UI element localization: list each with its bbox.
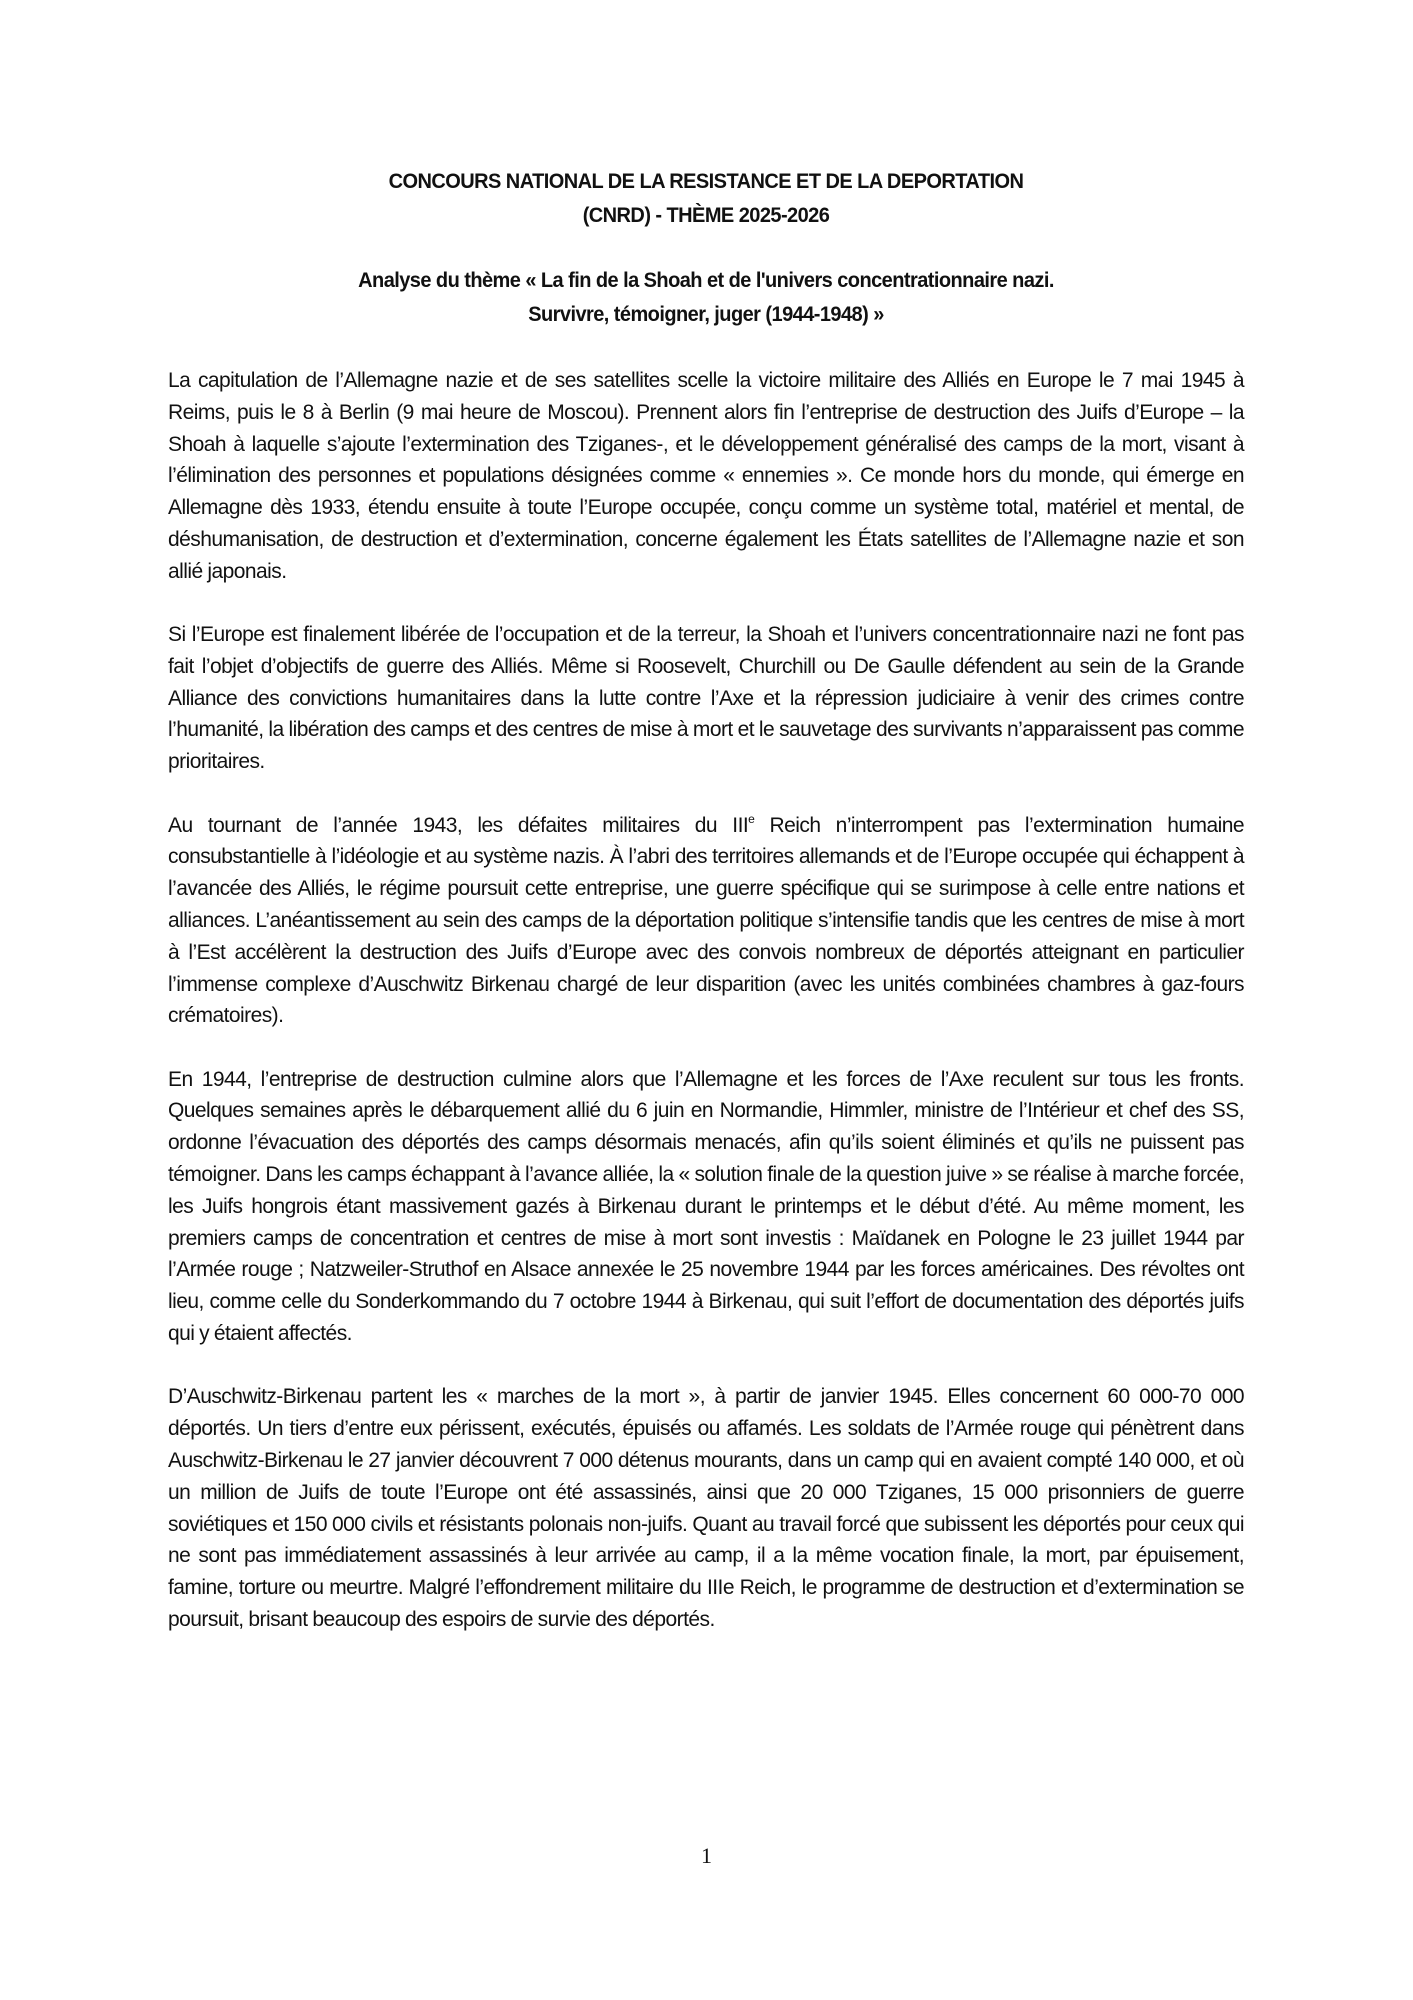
- paragraph-3-part-1: Au tournant de l’année 1943, les défaites militaires du III: [168, 813, 749, 837]
- document-page: [168, 164, 1244, 1636]
- document-body: [168, 365, 1244, 1636]
- subtitle-line-1: Analyse du thème « La fin de la Shoah et de l'univers concentrationnaire nazi.: [358, 268, 1054, 292]
- paragraph-3-part-2: Reich n’interrompent pas l’extermination humaine consubstantielle à l’idéologie et au système nazis. À l’abri des territoires allemands et de l’Europe occupée qui échappent à l’avancée des Alliés, le régime poursuit cette entreprise, une guerre spécifique qui se surimpose à celle entre nations et alliances. L’anéantissement au sein des camps de la déportation politique s’intensifie tandis que les centres de mise à mort à l’Est accélèrent la destruction des Juifs d’Europe avec des convois nombreux de déportés atteignant en particulier l’immense complexe d’Auschwitz Birkenau chargé de leur disparition (avec les unités combinées chambres à gaz-fours crématoires).: [168, 813, 1244, 1028]
- page-number: 1: [701, 1843, 712, 1868]
- document-title: [206, 164, 1207, 232]
- paragraph-2: Si l’Europe est finalement libérée de l’occupation et de la terreur, la Shoah et l’univers concentrationnaire nazi ne font pas fait l’objet d’objectifs de guerre des Alliés. Même si Roosevelt, Churchill ou De Gaulle défendent au sein de la Grande Alliance des convictions humanitaires dans la lutte contre l’Axe et la répression judiciaire à venir des crimes contre l’humanité, la libération des camps et des centres de mise à mort et le sauvetage des survivants n’apparaissent pas comme prioritaires.: [168, 623, 1244, 774]
- subtitle-line-2: Survivre, témoigner, juger (1944-1948) »: [528, 302, 884, 326]
- paragraph-3: [168, 810, 1244, 1033]
- paragraph-1: La capitulation de l’Allemagne nazie et de ses satellites scelle la victoire militaire des Alliés en Europe le 7 mai 1945 à Reims, puis le 8 à Berlin (9 mai heure de Moscou). Prennent alors fin l’entreprise de destruction des Juifs d’Europe – la Shoah à laquelle s’ajoute l’extermination des Tziganes-, et le développement généralisé des camps de la mort, visant à l’élimination des personnes et populations désignées comme « ennemies ». Ce monde hors du monde, qui émerge en Allemagne dès 1933, étendu ensuite à toute l’Europe occupée, conçu comme un système total, matériel et mental, de déshumanisation, de destruction et d’extermination, concerne également les États satellites de l’Allemagne nazie et son allié japonais.: [168, 369, 1244, 583]
- document-subtitle: [206, 263, 1207, 331]
- title-line-1: CONCOURS NATIONAL DE LA RESISTANCE ET DE LA DEPORTATION: [388, 169, 1024, 193]
- superscript-e: e: [748, 811, 755, 826]
- paragraph-4: En 1944, l’entreprise de destruction culmine alors que l’Allemagne et les forces de l’Axe reculent sur tous les fronts. Quelques semaines après le débarquement allié du 6 juin en Normandie, Himmler, ministre de l’Intérieur et chef des SS, ordonne l’évacuation des déportés des camps désormais menacés, afin qu’ils soient éliminés et qu’ils ne puissent pas témoigner. Dans les camps échappant à l’avance alliée, la « solution finale de la question juive » se réalise à marche forcée, les Juifs hongrois étant massivement gazés à Birkenau durant le printemps et le début d’été. Au même moment, les premiers camps de concentration et centres de mise à mort sont investis : Maïdanek en Pologne le 23 juillet 1944 par l’Armée rouge ; Natzweiler-Struthof en Alsace annexée le 25 novembre 1944 par les forces américaines. Des révoltes ont lieu, comme celle du Sonderkommando du 7 octobre 1944 à Birkenau, qui suit l’effort de documentation des déportés juifs qui y étaient affectés.: [168, 1067, 1244, 1346]
- title-line-2: (CNRD) - THÈME 2025-2026: [582, 203, 830, 227]
- paragraph-5: D’Auschwitz-Birkenau partent les « marches de la mort », à partir de janvier 1945. Elles concernent 60 000-70 000 déportés. Un tiers d’entre eux périssent, exécutés, épuisés ou affamés. Les soldats de l’Armée rouge qui pénètrent dans Auschwitz-Birkenau le 27 janvier découvrent 7 000 détenus mourants, dans un camp qui en avaient compté 140 000, et où un million de Juifs de toute l’Europe ont été assassinés, ainsi que 20 000 Tziganes, 15 000 prisonniers de guerre soviétiques et 150 000 civils et résistants polonais non-juifs. Quant au travail forcé que subissent les déportés pour ceux qui ne sont pas immédiatement assassinés à leur arrivée au camp, il a la même vocation finale, la mort, par épuisement, famine, torture ou meurtre. Malgré l’effondrement militaire du IIIe Reich, le programme de destruction et d’extermination se poursuit, brisant beaucoup des espoirs de survie des déportés.: [168, 1385, 1244, 1631]
